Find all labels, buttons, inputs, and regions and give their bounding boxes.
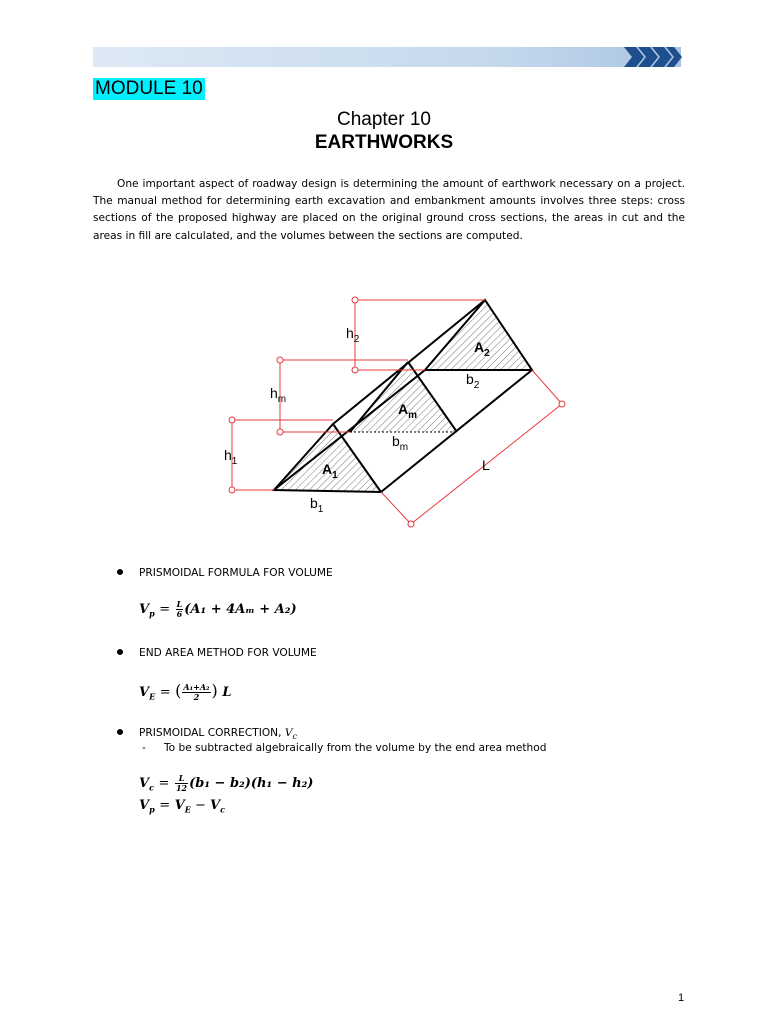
correction-formula-vp: $V_p = V_E - V_c$ xyxy=(139,798,225,815)
correction-note-dash: - xyxy=(142,742,146,754)
section-title: EARTHWORKS xyxy=(314,132,454,153)
label-bm: $b_m$ xyxy=(392,433,409,453)
label-hm: $h_m$ xyxy=(270,385,287,405)
bullet-icon xyxy=(117,649,127,659)
prismoidal-heading: PRISMOIDAL FORMULA FOR VOLUME xyxy=(139,567,333,579)
header-bar xyxy=(93,47,681,67)
bullet-icon xyxy=(117,569,127,579)
label-b2: $b_2$ xyxy=(466,371,480,391)
label-l: L xyxy=(482,457,490,473)
label-a2: $A_2$ xyxy=(474,339,490,359)
bullet-icon xyxy=(117,729,127,739)
label-b1: $b_1$ xyxy=(310,495,324,515)
prismoid-diagram xyxy=(200,280,600,540)
area-a1-fill xyxy=(274,424,381,492)
label-h1: $h_1$ xyxy=(224,447,238,467)
prismoidal-formula: $V_p$ = $\frac{L}{6}$ (A₁ + 4Aₘ + A₂) xyxy=(139,599,297,619)
label-am: $A_m$ xyxy=(398,401,418,421)
header-chevron-icon xyxy=(622,47,682,67)
label-h2: $h_2$ xyxy=(346,325,360,345)
module-label: MODULE 10 xyxy=(95,78,203,99)
page-number: 1 xyxy=(678,992,685,1004)
correction-formula-vc: $V_c$ = $\frac{L}{12}$ (b₁ − b₂)(h₁ − h₂) xyxy=(139,773,314,793)
end-area-formula: $V_E$ = ( $\frac{\text{A₁+A₂}}{2}$ ) L xyxy=(139,681,232,702)
end-area-heading: END AREA METHOD FOR VOLUME xyxy=(139,647,317,659)
label-a1: $A_1$ xyxy=(322,461,338,481)
chapter-title: Chapter 10 xyxy=(336,109,431,130)
correction-heading: PRISMOIDAL CORRECTION, $V_c$ xyxy=(139,727,297,742)
correction-note: To be subtracted algebraically from the volume by the end area method xyxy=(164,742,547,754)
intro-paragraph: One important aspect of roadway design is determining the amount of earthwork necessary on a project. The manual method for determining earth excavation and embankment amounts involves three steps: cross sections of the proposed highway are placed on the original ground cross sections, the areas in cut and the areas in fill are calculated, and the volumes between the sections are computed. xyxy=(93,178,685,242)
